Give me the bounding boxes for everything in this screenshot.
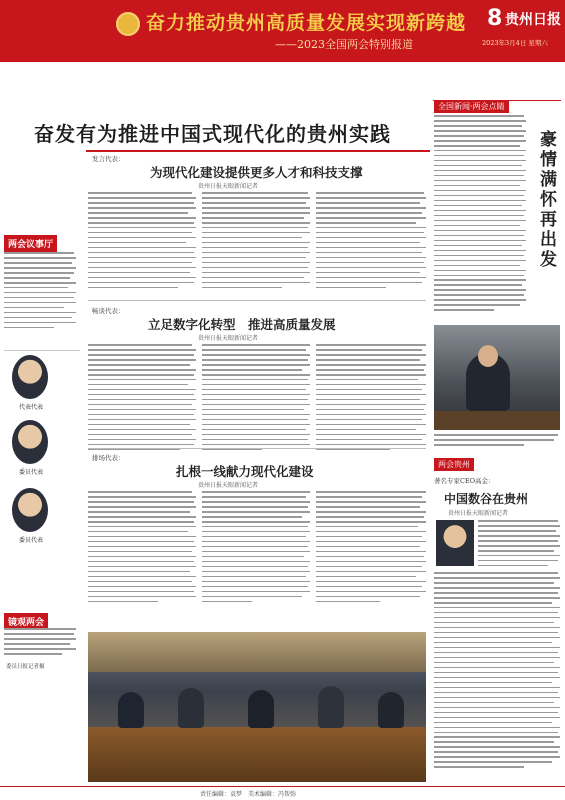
left-section-tag-label: 两会议事厅: [4, 235, 57, 252]
photo-person: [248, 690, 274, 728]
interview-intro: [478, 520, 560, 570]
article-3-title: 扎根一线献力现代化建设: [176, 464, 314, 479]
article-3-col-2: [202, 491, 310, 606]
portrait-1-caption: 代表代表: [18, 404, 43, 411]
photo-person: [178, 688, 204, 728]
masthead-title: 奋力推动贵州高质量发展实现新跨越: [146, 12, 467, 34]
right-vertical-title: 豪情满怀再出发: [536, 130, 556, 270]
article-2-col-3: [316, 344, 426, 454]
party-emblem-icon: [116, 12, 140, 36]
masthead-subtitle: ——2023全国两会特别报道: [275, 38, 413, 51]
right-photo-caption: [434, 434, 560, 449]
bottom-section-tag-label: 镜观两会: [4, 613, 48, 630]
bottom-left-caption: 委员日报记者摄: [6, 664, 45, 670]
left-commentary: [4, 250, 80, 351]
article-2-byline: 贵州日报天眼新闻记者: [198, 335, 259, 342]
portrait-2: [12, 420, 48, 464]
article-3-byline: 贵州日报天眼新闻记者: [198, 482, 259, 489]
bottom-section-tag: [4, 610, 48, 630]
paper-name: 贵州日报: [505, 12, 561, 28]
right-commentary: [434, 115, 526, 314]
portrait-2-caption: 委员代表: [18, 469, 43, 476]
article-3-col-1: [88, 491, 196, 606]
photo-person: [118, 692, 144, 728]
footer-credits: 责任编辑：袁梦 美术编辑：冯帮弥: [200, 791, 297, 798]
article-2-title: 立足数字化转型 推进高质量发展: [148, 317, 336, 332]
footer-rule: [0, 786, 565, 787]
portrait-1: [12, 355, 48, 399]
interview-byline: 贵州日报天眼新闻记者: [448, 510, 509, 517]
article-3-section-label: 排场代表：: [92, 454, 125, 462]
bottom-left-text: [4, 628, 80, 658]
portrait-3-caption: 委员代表: [18, 537, 43, 544]
page-headline: 奋发有为推进中国式现代化的贵州实践: [34, 122, 391, 146]
article-1-col-2: [202, 192, 310, 292]
article-1-section-label: 发言代表：: [92, 155, 125, 163]
headline-rule: [86, 150, 430, 152]
right-section-tag: 全国新闻·两会点睛: [434, 100, 509, 113]
photo-person-face: [478, 345, 498, 367]
article-3-col-3: [316, 491, 426, 606]
photo-desk: [434, 411, 560, 430]
article-1-col-3: [316, 192, 426, 292]
photo-person: [318, 686, 344, 728]
avatar: [12, 420, 48, 464]
news-section-tag: 两会贵州: [434, 458, 474, 471]
divider: [88, 448, 426, 449]
photo-background-wall: [88, 632, 426, 672]
article-1-title: 为现代化建设提供更多人才和科技支撑: [150, 165, 363, 180]
article-1-col-1: [88, 192, 196, 292]
photo-person: [378, 692, 404, 728]
article-1-byline: 贵州日报天眼新闻记者: [198, 183, 259, 190]
right-delegate-photo: [434, 325, 560, 430]
interview-title: 中国数谷在贵州: [444, 492, 529, 506]
article-2-col-2: [202, 344, 310, 454]
interview-label: 著名专家CEO高金：: [434, 477, 495, 485]
interview-body: [434, 572, 560, 771]
interview-avatar: [436, 520, 474, 566]
avatar: [12, 355, 48, 399]
page-number: 8: [487, 6, 503, 31]
article-2-section-label: 畅谈代表：: [92, 307, 125, 315]
article-2-col-1: [88, 344, 196, 454]
portrait-3: [12, 488, 48, 532]
conference-photo: [88, 632, 426, 782]
photo-desk-row: [88, 727, 426, 782]
left-section-tag: [4, 232, 57, 252]
date-line: 2023年3月4日 星期六: [482, 39, 548, 47]
avatar: [12, 488, 48, 532]
divider: [88, 300, 426, 301]
